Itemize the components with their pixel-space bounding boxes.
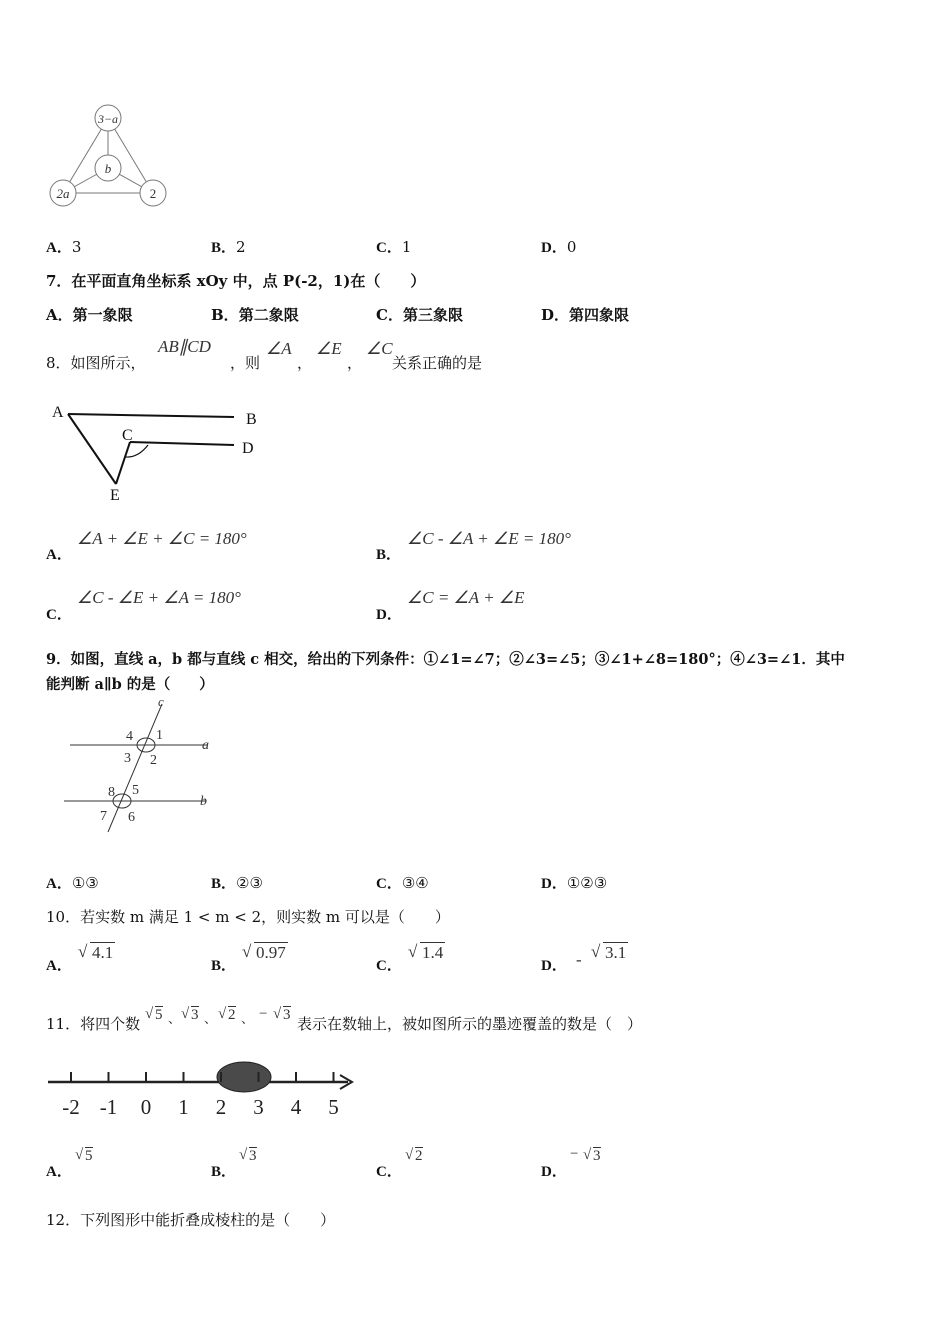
q11-number-4-sign: − <box>259 1006 268 1022</box>
q9-option-a[interactable]: A．①③ <box>46 874 99 892</box>
ink-blot <box>217 1062 271 1092</box>
q9-stem-line1: 9．如图，直线 a，b 都与直线 c 相交，给出的下列条件：①∠1=∠7；②∠3=∠5；③∠1+∠8=180°；④∠3=∠1．其中 <box>46 651 845 668</box>
q10-option-c[interactable]: C． <box>376 958 402 974</box>
q8-parallel-figure <box>46 398 276 506</box>
q7-option-c[interactable]: C．第三象限 <box>376 306 463 324</box>
q8-option-a-letter[interactable]: A． <box>46 547 72 563</box>
q6-node-top: 3−a <box>97 112 119 126</box>
axis-tick-label: 0 <box>140 1095 152 1119</box>
axis-tick-label: 1 <box>178 1095 189 1119</box>
q9-option-c[interactable]: C．③④ <box>376 874 429 892</box>
sqrt-icon: √ <box>145 1006 154 1022</box>
q9-label-b: b <box>200 794 207 809</box>
q9-option-a-text: ①③ <box>71 874 99 892</box>
q6-option-a-text: 3 <box>71 238 82 256</box>
sqrt-icon: √ <box>405 1147 414 1163</box>
q11-option-b[interactable]: B． <box>211 1164 237 1180</box>
q12-stem: 12．下列图形中能折叠成棱柱的是（ ） <box>46 1211 336 1229</box>
q6-option-d[interactable]: D．0 <box>541 238 577 256</box>
q8-label-a: A <box>52 404 64 421</box>
axis-tick-label: 4 <box>290 1095 302 1119</box>
q11-option-d[interactable]: D． <box>541 1164 567 1180</box>
sqrt-icon: √ <box>591 942 601 961</box>
q11-option-c[interactable]: C． <box>376 1164 402 1180</box>
q10-option-b[interactable]: B． <box>211 958 237 974</box>
q8-label-b: B <box>246 411 257 428</box>
q11-option-a[interactable]: A． <box>46 1164 72 1180</box>
q9-angle-2: 2 <box>150 753 157 768</box>
q9-angle-4: 4 <box>126 729 133 744</box>
q8-option-b-expr: ∠C - ∠A + ∠E = 180° <box>407 529 571 548</box>
q6-node-center: b <box>104 161 112 176</box>
q9-angle-6: 6 <box>128 810 135 825</box>
q6-option-d-text: 0 <box>566 238 577 256</box>
axis-tick-label: 3 <box>253 1095 264 1119</box>
q8-label-c: C <box>122 427 133 444</box>
q8-option-c-expr: ∠C - ∠E + ∠A = 180° <box>77 588 241 607</box>
q6-node-right: 2 <box>149 186 157 201</box>
q8-option-a-expr: ∠A + ∠E + ∠C = 180° <box>77 529 247 548</box>
q9-label-c: c <box>158 694 164 709</box>
q11-stem-suffix: 表示在数轴上，被如图所示的墨迹覆盖的数是（ ） <box>297 1015 643 1033</box>
q8-sep1: ， <box>297 354 313 372</box>
sqrt-icon: √ <box>273 1006 282 1022</box>
q8-angle-a: ∠A <box>266 339 292 358</box>
q9-option-d[interactable]: D．①②③ <box>541 874 608 892</box>
q9-option-b[interactable]: B．②③ <box>211 874 263 892</box>
sqrt-icon: √ <box>181 1006 190 1022</box>
q8-stem-mid: ，则 <box>230 354 261 372</box>
q8-angle-c: ∠C <box>366 339 393 358</box>
q6-option-c-text: 1 <box>401 238 412 256</box>
q8-stem-prefix: 8．如图所示， <box>46 354 146 372</box>
q8-label-e: E <box>110 487 120 504</box>
q6-option-b[interactable]: B．2 <box>211 238 246 256</box>
q10-stem: 10．若实数 m 满足 1 < m < 2，则实数 m 可以是（ ） <box>46 908 450 926</box>
q9-option-c-text: ③④ <box>401 874 429 892</box>
q6-option-c[interactable]: C．1 <box>376 238 412 256</box>
q10-option-d-sign: - <box>576 950 582 969</box>
q8-option-b-letter[interactable]: B． <box>376 547 402 563</box>
q8-option-d-letter[interactable]: D． <box>376 607 402 623</box>
q9-option-d-text: ①②③ <box>566 874 608 892</box>
q8-label-d: D <box>242 440 254 457</box>
axis-tick-label: 5 <box>328 1095 339 1119</box>
q9-angle-7: 7 <box>100 809 107 824</box>
q11-sep3: 、 <box>241 1011 255 1026</box>
q9-angle-1: 1 <box>156 728 163 743</box>
axis-tick-label: -2 <box>62 1095 80 1119</box>
q9-option-b-text: ②③ <box>236 874 263 892</box>
q7-option-a[interactable]: A．第一象限 <box>46 306 133 324</box>
q11-stem-prefix: 11．将四个数 <box>46 1015 141 1033</box>
q9-transversal-figure <box>60 694 230 834</box>
q8-condition: AB∥CD <box>158 337 211 356</box>
sqrt-icon: √ <box>583 1147 592 1163</box>
q8-sep2: ， <box>347 354 363 372</box>
axis-tick-label: -1 <box>99 1095 118 1119</box>
q6-node-left: 2a <box>56 186 70 201</box>
sqrt-icon: √ <box>78 942 88 961</box>
q7-stem: 7．在平面直角坐标系 xOy 中，点 P(-2，1)在（ ） <box>46 272 426 290</box>
q10-option-a[interactable]: A． <box>46 958 72 974</box>
q10-option-d[interactable]: D． <box>541 958 567 974</box>
sqrt-icon: √ <box>218 1006 227 1022</box>
q11-sep2: 、 <box>204 1011 218 1026</box>
sqrt-icon: √ <box>75 1147 84 1163</box>
q6-triangle-figure <box>44 100 174 212</box>
q11-number-line <box>44 1056 364 1122</box>
axis-tick-label: 2 <box>215 1095 227 1119</box>
sqrt-icon: √ <box>242 942 252 961</box>
q8-angle-e: ∠E <box>316 339 342 358</box>
q8-stem-suffix: 关系正确的是 <box>392 354 483 372</box>
sqrt-icon: √ <box>239 1147 248 1163</box>
q11-sep1: 、 <box>168 1011 182 1026</box>
q9-label-a: a <box>202 738 209 753</box>
q11-option-d-sign: − <box>570 1146 579 1162</box>
q6-option-b-text: 2 <box>236 238 246 256</box>
q9-angle-3: 3 <box>124 751 131 766</box>
q9-stem-line2: 能判断 a∥b 的是（ ） <box>46 676 214 693</box>
sqrt-icon: √ <box>408 942 418 961</box>
q7-option-b[interactable]: B．第二象限 <box>211 306 299 324</box>
q9-angle-8: 8 <box>108 785 115 800</box>
q7-option-d[interactable]: D．第四象限 <box>541 306 630 324</box>
q9-angle-5: 5 <box>132 783 139 798</box>
q8-option-d-expr: ∠C = ∠A + ∠E <box>407 588 525 607</box>
q6-option-a[interactable]: A．3 <box>46 238 82 256</box>
q8-option-c-letter[interactable]: C． <box>46 607 72 623</box>
